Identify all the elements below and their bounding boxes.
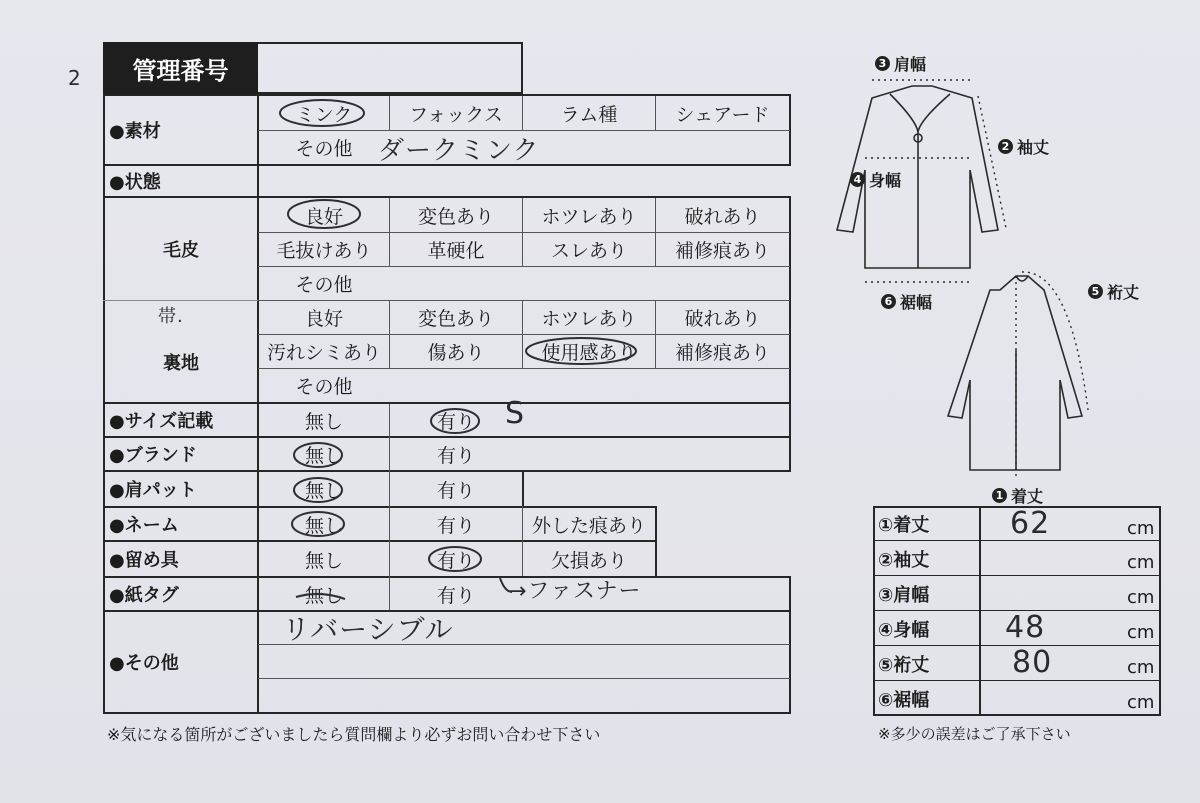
- paper-tag-label: ●紙タグ: [109, 585, 179, 606]
- grid-line: [979, 506, 981, 716]
- shoulder-pad-label: ●肩パット: [109, 480, 197, 501]
- size-label-yes: 有り: [436, 410, 475, 433]
- margin-mark: 2: [68, 66, 82, 90]
- lining-option: 良好: [304, 308, 343, 330]
- measure-label: ①着丈: [878, 515, 930, 536]
- material-other-value: ダークミンク: [378, 136, 540, 166]
- grid-line: [873, 575, 1161, 576]
- shoulder-text: 肩幅: [894, 55, 927, 74]
- material-option: ラム種: [560, 103, 618, 126]
- measure-unit: cm: [1127, 552, 1155, 573]
- arrow-mark: [500, 578, 512, 592]
- circle-mark-size-yes: [431, 409, 479, 433]
- size-handwritten: S: [505, 396, 526, 431]
- length-num-icon: 1: [992, 488, 1007, 503]
- fur-option: 良好: [304, 205, 343, 228]
- measure-unit: cm: [1127, 587, 1155, 608]
- measure-value: 48: [1005, 610, 1046, 645]
- garment-diagram: [820, 50, 1180, 500]
- diagram-body-label: [850, 168, 901, 191]
- name-tag-yes: 有り: [436, 514, 475, 537]
- fur-option: 革硬化: [427, 240, 485, 262]
- lining-option: ホツレあり: [541, 308, 637, 330]
- fastener-none: 無し: [304, 549, 343, 572]
- material-other-label: その他: [295, 138, 353, 160]
- material-option: ミンク: [295, 103, 353, 126]
- fur-option: ホツレあり: [541, 205, 637, 228]
- condition-label: ●状態: [109, 172, 161, 193]
- measure-unit: cm: [1127, 657, 1155, 678]
- fur-option: 補修痕あり: [674, 240, 770, 262]
- diagram-yuki-label: [1088, 280, 1139, 303]
- fastener-handwritten: →ファスナー: [508, 579, 642, 604]
- brand-yes: 有り: [436, 444, 475, 467]
- sleeve-num-icon: 2: [998, 139, 1013, 154]
- yuki-num-icon: 5: [1088, 284, 1103, 299]
- lining-other-label: その他: [295, 376, 353, 398]
- circle-mark-shoulder-none: [294, 478, 342, 502]
- circle-mark-name-none: [292, 512, 344, 536]
- body-num-icon: 4: [850, 172, 865, 187]
- yuki-measure-line: [1022, 272, 1088, 410]
- fur-option: 変色あり: [417, 205, 494, 228]
- circle-mark-fastener-yes: [429, 547, 481, 571]
- lining-option: 補修痕あり: [674, 342, 770, 364]
- diagram-hem-label: [881, 290, 932, 313]
- fur-other-label: その他: [295, 274, 353, 296]
- grid-line: [873, 680, 1161, 681]
- measure-label: ⑤裄丈: [878, 654, 930, 676]
- measure-note: ※多少の誤差はご了承下さい: [878, 725, 1071, 743]
- paper-tag-none: 無し: [304, 584, 343, 607]
- shoulder-num-icon: 3: [875, 56, 890, 71]
- circle-mark-paper-none: [296, 594, 345, 599]
- body-text: 身幅: [869, 171, 902, 190]
- diagram-length-label: [992, 484, 1043, 507]
- fur-option: スレあり: [550, 240, 627, 262]
- fur-label: 毛皮: [163, 240, 199, 261]
- material-label: ●素材: [109, 121, 161, 142]
- fastener-label: ●留め具: [109, 550, 179, 571]
- fastener-missing: 欠損あり: [550, 549, 627, 572]
- measure-unit: cm: [1127, 692, 1155, 713]
- brand-none: 無し: [304, 444, 343, 467]
- lining-option: 変色あり: [417, 308, 494, 330]
- diagram-sleeve-label: [998, 135, 1049, 158]
- lining-option: 使用感あり: [541, 342, 637, 364]
- material-option: フォックス: [409, 103, 503, 126]
- measure-label: ②袖丈: [878, 549, 930, 571]
- size-label-label: ●サイズ記載: [109, 411, 214, 432]
- other-handwritten: リバーシブル: [282, 613, 454, 646]
- size-label-none: 無し: [304, 410, 343, 433]
- measure-label: ⑥裾幅: [878, 689, 930, 711]
- length-text: 着丈: [1011, 487, 1044, 506]
- name-tag-none: 無し: [304, 514, 343, 537]
- yuki-text: 裄丈: [1107, 283, 1140, 302]
- circle-mark-mink: [280, 100, 364, 126]
- measure-value: 62: [1010, 506, 1051, 541]
- hem-text: 裾幅: [900, 293, 933, 312]
- name-tag-label: ●ネーム: [109, 515, 179, 536]
- fastener-yes: 有り: [436, 549, 475, 572]
- shoulder-pad-none: 無し: [304, 479, 343, 502]
- measure-unit: cm: [1127, 622, 1155, 643]
- lining-option: 破れあり: [684, 308, 761, 330]
- footer-note: ※気になる箇所がございましたら質問欄より必ずお問い合わせ下さい: [107, 725, 601, 744]
- lining-annotation: 帯.: [158, 306, 184, 327]
- measure-label: ④身幅: [878, 619, 930, 641]
- other-label: ●その他: [109, 653, 179, 674]
- name-tag-removed: 外した痕あり: [531, 514, 646, 537]
- circle-mark-brand-none: [294, 443, 342, 467]
- diagram-shoulder-label: [875, 52, 926, 75]
- measure-value: 80: [1012, 645, 1053, 680]
- measure-label: ③肩幅: [878, 584, 930, 606]
- circle-mark-fur-good: [288, 200, 360, 228]
- material-option: シェアード: [675, 103, 770, 126]
- sleeve-text: 袖丈: [1017, 138, 1050, 157]
- brand-label: ●ブランド: [109, 445, 197, 466]
- fur-option: 破れあり: [684, 205, 761, 228]
- sleeve-measure-line: [978, 96, 1006, 228]
- paper-tag-yes: 有り: [436, 584, 475, 607]
- lining-option: 傷あり: [427, 342, 485, 364]
- lining-label: 裏地: [163, 352, 199, 374]
- circle-mark-lining-used: [526, 338, 636, 364]
- coat-collar: [890, 94, 950, 132]
- lining-option: 汚れシミあり: [266, 342, 381, 364]
- hem-num-icon: 6: [881, 294, 896, 309]
- management-number-label: 管理番号: [103, 42, 258, 94]
- measure-unit: cm: [1127, 517, 1155, 539]
- fur-option: 毛抜けあり: [276, 240, 372, 262]
- shoulder-pad-yes: 有り: [436, 479, 475, 502]
